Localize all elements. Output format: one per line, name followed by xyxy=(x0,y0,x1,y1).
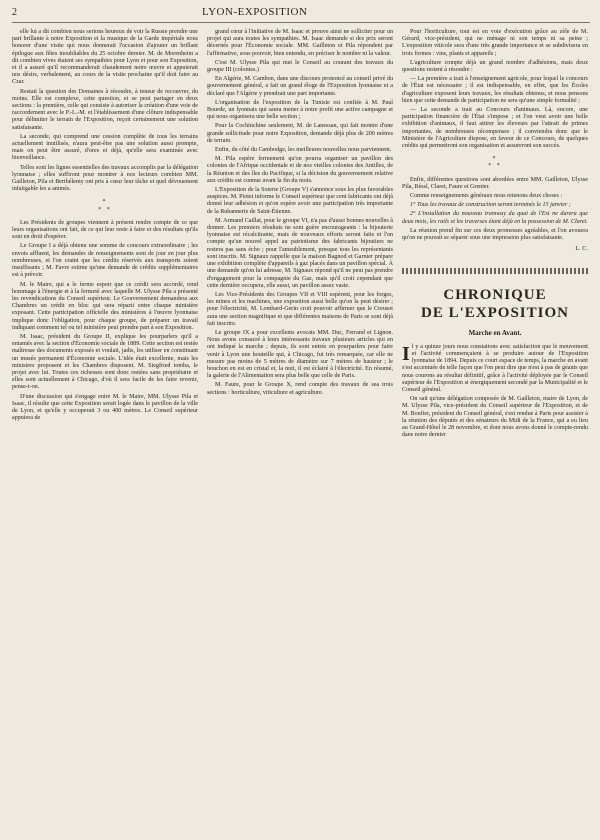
chronicle-paragraph: On sait qu'une délégation composée de M. Gailleton, maire de Lyon, de M. Ulysse Pila, vice-président du Conseil supérieur de l'Exposition, et de M. Boufier, président du Conseil général, s'est rendue à Paris pour assister à la réunion des députés et des sénateurs du Midi de la France, qui a eu lieu au Grand-Hôtel le 28 novembre, et dont nous avons donné le compte-rendu dans notre dernier xyxy=(402,396,588,439)
drop-cap: I xyxy=(402,342,410,365)
paragraph: M. Isaac, président du Groupe II, explique les pourparlers qu'il a entamés avec la section d'Économie sociale de 1889. Cette section est restée maîtresse des documents exposés et voulait, jadis, les utiliser en constituant un musée permanent d'Économie sociale. L'idée était excellente, mais les ministres proposent et les Chambres disposent. M. Siegfried tomba, le projet avec lui. Toutes ces richesses sont donc restées sans propriétaire et elles sont actuellement à Chicago, d'où il sera facile de les faire revenir, pense-t-on. xyxy=(12,333,198,391)
page-number: 2 xyxy=(12,7,17,18)
section-separator: * * * xyxy=(488,156,502,170)
paragraph: Les Présidents de groupes viennent à présent rendre compte de ce que leurs organisations ont fait, de ce qui leur reste à faire et des résultats qu'ils sont en droit d'espérer. xyxy=(12,219,198,241)
columns xyxy=(12,29,590,441)
paragraph: En Algérie, M. Cambon, dans une discours prononcé au conseil privé du gouvernement général, a fait un grand éloge de l'Exposition lyonnaise et a déclaré que l'Algérie y prendrait une part importante. xyxy=(207,76,393,97)
chronicle-title xyxy=(402,286,588,322)
paragraph: L'agriculture compte déjà un grand nombre d'adhésions, mais deux questions restent à résoudre : xyxy=(402,59,588,74)
column-2 xyxy=(207,29,393,441)
paragraph: L'Exposition de la Soierie (Groupe V) s'annonce sous les plus favorables auspices. M. Piotet informe le Conseil supérieur que cent fabricants ont déjà donné leur adhésion et qu'on espère avoir une participation très importante de la Rubannerie de Saint-Étienne. xyxy=(207,187,393,215)
paragraph: — La seconde a trait au Concours d'animaux. Là, encore, une participation financière de l'État s'impose ; et l'on veut avoir une belle exhibition d'animaux, il faut attirer les éleveurs par l'attrait de primes importantes, de nombreuses récompenses ; il conviendra donc que le Ministère de l'Agriculture dispose, en faveur de ce Concours, de quelques crédits qui permettront son organisation et assureront son succès. xyxy=(402,107,588,150)
paragraph: elle lui a dit combien nous serions heureux de voir la Russie prendre une part brillante à notre Exposition et la musique de la Garde impériale nous honorer d'une visite qui nous donnerait l'occasion d'ajouter un brillant épilogue aux fêtes inoubliables du 25 octobre dernier. M. de Morenheim a dit combien vives étaient ses sympathies pour Lyon et pour son Exposition, et il a assuré qu'il recommanderait chaudement notre œuvre et appuierait nos désirs, verbalement, au cours de la visite prochaine qu'il doit faire au Czar. xyxy=(12,29,198,86)
signature: L. C. xyxy=(575,245,588,253)
paragraph: — La première a trait à l'enseignement agricole, pour lequel le concours de l'État est nécessaire ; il est indispensable, en effet, que les Écoles d'agriculture exposent leurs travaux, les résultats obtenus, et nous pensons bien que cette demande de participation ne sera qu'une simple formalité ; xyxy=(402,76,588,104)
paragraph: M. Pila espère fermement qu'on pourra organiser un pavillon des colonies de l'Afrique occidentale et de nos vieilles colonies des Antilles, de la Réunion et des îles du Pacifique, si la décision du gouvernement relative aux crédits est connue avant la fin du mois. xyxy=(207,156,393,184)
chronicle-title-line2: DE L'EXPOSITION xyxy=(421,305,569,322)
paragraph: Telles sont les lignes essentielles des travaux accomplis par la délégation lyonnaise ; elles suffiront pour montrer à nos lecteurs combien MM. Gailleton, Pila et Berthélemy ont pris à cœur leur tâche et quel dévouement infatigable les a animés. xyxy=(12,164,198,193)
chronicle-paragraph xyxy=(402,344,588,394)
page-header xyxy=(12,6,590,23)
paragraph: M. Armand Caillat, pour le groupe VI, n'a pas d'aussi bonnes nouvelles à donner. Les premiers résultats ne sont guère encourageants : la bijouterie lyonnaise est récalcitrante, mais de nouveaux efforts seront faits et l'on compte qu'un nouvel appel au patriotisme des fabricants bijoutiers ne restera pas sans écho ; pour l'ameublement, presque tous les représentants sont inscrits. M. Signaux rappelle que la maison Bagnod et Garnier prépare une exhibition complète d'appareils à gaz placés dans un pavillon spécial. À une demande qu'on lui adresse, M. Signaux répond qu'il ne peut pas prendre d'engagement pour la compagnie du Gaz, mais qu'il croit cependant que cette dernière occupera, elle aussi, un pavillon assez vaste. xyxy=(207,217,393,289)
paragraph: M. Faure, pour le Groupe X, rend compte des travaux de sea trois sections : horticulture, viticulture et agriculture. xyxy=(207,382,393,396)
column-3 xyxy=(402,29,588,441)
paragraph: grand cœur à l'initiative de M. Isaac et prouve ainsi ne solliciter pour un projet qui aura toutes les sympathies. M. Isaac demande si des prix seront décernés pour l'Économie sociale. MM. Gailleton et Pila répondent par l'affirmative, sous pouvoir, bien entendu, en préciser le nombre ni la valeur. xyxy=(207,29,393,57)
paragraph: Pour l'horticulture, tout est en voie d'exécution grâce au zèle de M. Gérard, vice-président, qui ne ménage ni son temps ni sa peine ; L'exposition viticole sera d'une très grande importance et se subdivisera en trois formes : vins, plants et appareils ; xyxy=(402,29,588,57)
paragraph: L'organisation de l'exposition de la Tunisie est confiée à M. Paul Bourde, un lyonnais qui saura mener à notre profit une active campagne et qui nous organisera une belle section ; xyxy=(207,99,393,121)
paragraph: Pour la Cochinchine seulement, M. de Lanessan, qui fait montre d'une grande sollicitude pour notre Exposition, demande déjà plus de 200 mètres de terrain. xyxy=(207,123,393,144)
column-1 xyxy=(12,29,198,441)
paragraph: 2° L'installation du nouveau tramway du quai de l'Est ne durera que deux mois, les rails et les traverses étant déjà en la possession de M. Claret. xyxy=(402,211,588,225)
section-separator: * * * xyxy=(98,199,112,213)
chronicle-subtitle: Marche en Avant. xyxy=(468,329,522,338)
paragraph: La seconde, qui comprend une cession complète de tous les terrains actuellement inutilisés, n'aura peut-être pas une solution aussi prompte, mais on peut être assuré, d'ores et déjà, qu'elle sera examinée avec bienveillance. xyxy=(12,133,198,162)
paragraph: Les Vice-Présidents des Groupes VII et VIII espèrent, pour les forges, les mines et les machines, une exposition aussi belle qu'on la peut désirer ; pour l'électricité, M. Lombard-Gerin croit pouvoir affirmer que le Creusot aura une section magnifique et que différentes maisons de Paris se sont déjà fait inscrire. xyxy=(207,291,393,327)
paragraph: Enfin, différentes questions sont abordées entre MM. Gailleton, Ulysse Pila, Réssl, Claret, Faure et Grenier. xyxy=(402,176,588,190)
chronicle-title-line1: CHRONIQUE xyxy=(443,287,547,304)
paragraph: La réunion prend fin sur ces deux promesses agréables, et l'on avouera qu'on ne pouvait se séparer sous une impression plus satisfaisante. xyxy=(402,227,588,242)
paragraph: Enfin, du côté du Cambodge, les meilleures nouvelles nous parviennent. xyxy=(215,147,392,154)
decorative-frieze xyxy=(402,268,588,274)
page-title: LYON-EXPOSITION xyxy=(202,6,308,18)
paragraph: 1° Tous les travaux de construction seront terminés le 15 janvier ; xyxy=(410,202,571,209)
paragraph: Comme renseignements généraux nous retenons deux choses : xyxy=(410,193,563,200)
paragraph: Le groupe IX a pour excellents avocats MM. Duc, Ferrand et Lignon. Nous avons consacré à leurs intéressants travaux plusieurs articles qui en ont indiqué la marche ; depuis, ils sont entrés en pourparlers pour faire venir à Lyon une houteille qui, à Chicago, fut très remarquée, car elle ne mesure pas moins de 5 mètres de diamètre sur 7 mètres de hauteur ; le bouchon en est en cristal et, la nuit, il est éclairé à l'électricité. En résumé, la galerie de l'Alimentation sera plus belle que celle de Paris. xyxy=(207,329,393,380)
paragraph: C'est M. Ulysse Pila qui met le Conseil au courant des travaux du groupe III (colonies.) xyxy=(207,59,393,74)
paragraph: D'une discussion qui s'engage entre M. le Maire, MM. Ulysse Pila et Isaac, il résulte que cette Exposition serait logée dans le pavillon de la ville de Lyon, et qu'elle y occuperait 3 ou 400 mètres. Le Conseil supérieur appuiera de xyxy=(12,393,198,422)
paragraph: Le Groupe I a déjà obtenu une somme de concours extraordinaire ; les envois affluent, les demandes de renseignements sont de jour en jour plus nombreuses, et l'on craint que les crédits réservés aux transports soient insuffisants ; M. Favre estime qu'une demande de crédits supplémentaires est à prévoir. xyxy=(12,243,198,279)
paragraph: M. le Maire, qui a le ferme espoir que ce crédit sera accordé, rend hommage à l'énergie et à la fermeté avec laquelle M. Ulysse Pila a présenté les revendications du Conseil supérieur. Le Gouvernement demandera aux Chambres un crédit en bloc qui sera réparti entre chaque ministère exposant. Cette participation officielle des ministères à l'œuvre lyonnaise implique donc l'obligation, pour chaque groupe, de préparer un travail indiquant comment tel ou tel ministère peut prendre part à son Exposition. xyxy=(12,281,198,331)
paragraph: Restait la question des Domaines à résoudre, à teneur de recouvrer, du moins. Elle est complexe, cette question, et se peut partager en deux sections : la première, celle qui consiste à autoriser la création d'une voie de raccordement avec le P.-L.-M. et l'établissement d'une clôture indispensable pour délimiter le terrain de l'Exposition, reçoit certainement une solution satisfaisante. xyxy=(12,88,198,131)
chronicle-text: l y a quinze jours nous constations avec satisfaction que le mouvement et l'activité commençaient à se produire autour de l'Exposition lyonnaise de 1894. Depuis ce court espace de temps, la marche en avant s'est accentuée de telle façon que l'on peut dire que n'est à pas de géants que nous courons au résultat définitif, grâce à l'activité déployée par le Conseil supérieur de l'Exposition si énergiquement secondé par la Municipalité et le Conseil général. xyxy=(402,343,588,393)
